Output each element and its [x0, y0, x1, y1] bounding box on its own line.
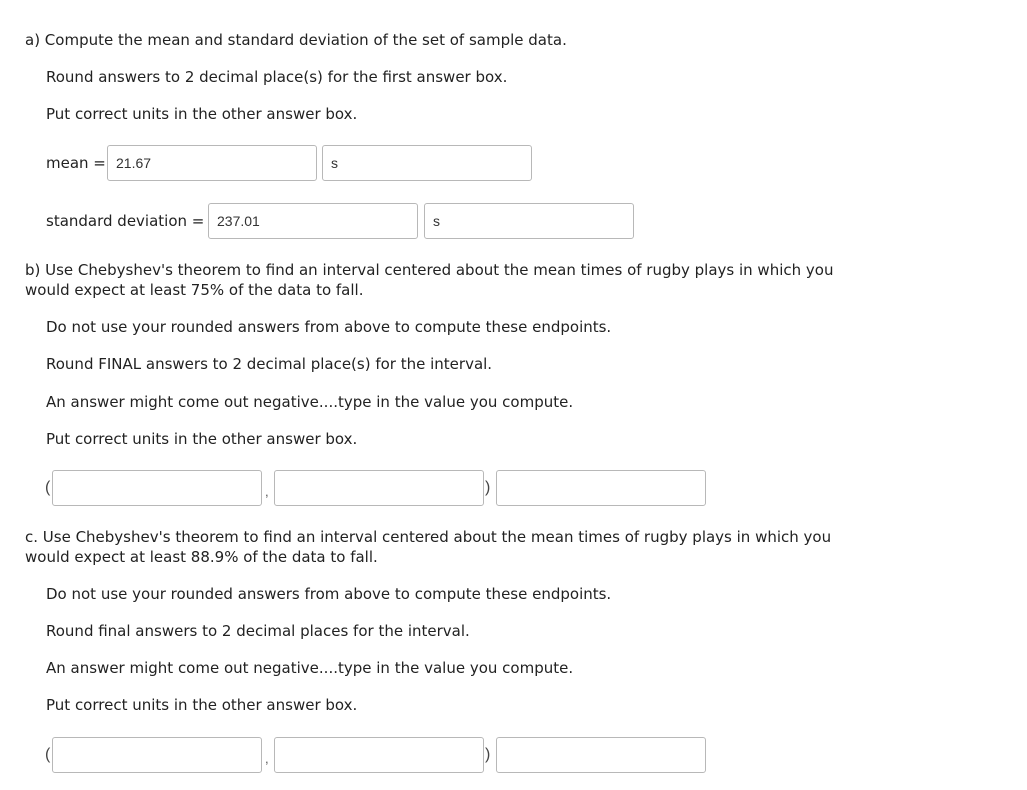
part-b-instruction-units: Put correct units in the other answer box.: [46, 430, 358, 448]
part-c-instruction-units: Put correct units in the other answer box.: [46, 696, 358, 714]
std-value-input[interactable]: [208, 203, 418, 239]
mean-label: mean =: [46, 154, 106, 172]
mean-value-input[interactable]: [107, 145, 317, 181]
part-a-instruction-rounding: Round answers to 2 decimal place(s) for the first answer box.: [46, 68, 508, 86]
part-c-unit-input[interactable]: [496, 737, 706, 773]
part-b-open-paren: (: [45, 479, 51, 496]
part-c-close-paren: ): [485, 746, 491, 763]
part-a-heading: a) Compute the mean and standard deviation of the set of sample data.: [25, 31, 567, 49]
part-b-unit-input[interactable]: [496, 470, 706, 506]
part-b-instruction-negative: An answer might come out negative....type in the value you compute.: [46, 393, 574, 411]
part-b-comma: ,: [265, 484, 269, 499]
part-a-instruction-units: Put correct units in the other answer box.: [46, 105, 358, 123]
part-c-upper-bound-input[interactable]: [274, 737, 484, 773]
part-c-heading: c. Use Chebyshev's theorem to find an interval centered about the mean times of rugby plays in which you would expect at least 88.9% of the data to fall.: [25, 528, 832, 566]
part-c-open-paren: (: [45, 746, 51, 763]
part-c-comma: ,: [265, 751, 269, 766]
part-b-close-paren: ): [485, 479, 491, 496]
part-c-lower-bound-input[interactable]: [52, 737, 262, 773]
part-b-instruction-no-rounded: Do not use your rounded answers from above to compute these endpoints.: [46, 318, 612, 336]
part-c-instruction-rounding: Round final answers to 2 decimal places for the interval.: [46, 622, 470, 640]
mean-unit-input[interactable]: [322, 145, 532, 181]
part-c-instruction-negative: An answer might come out negative....type in the value you compute.: [46, 659, 574, 677]
std-label: standard deviation =: [46, 212, 205, 230]
part-b-heading: b) Use Chebyshev's theorem to find an interval centered about the mean times of rugby plays in which you would expect at least 75% of the data to fall.: [25, 261, 834, 299]
part-b-lower-bound-input[interactable]: [52, 470, 262, 506]
part-c-instruction-no-rounded: Do not use your rounded answers from above to compute these endpoints.: [46, 585, 612, 603]
part-b-upper-bound-input[interactable]: [274, 470, 484, 506]
part-b-instruction-rounding: Round FINAL answers to 2 decimal place(s) for the interval.: [46, 355, 493, 373]
std-unit-input[interactable]: [424, 203, 634, 239]
